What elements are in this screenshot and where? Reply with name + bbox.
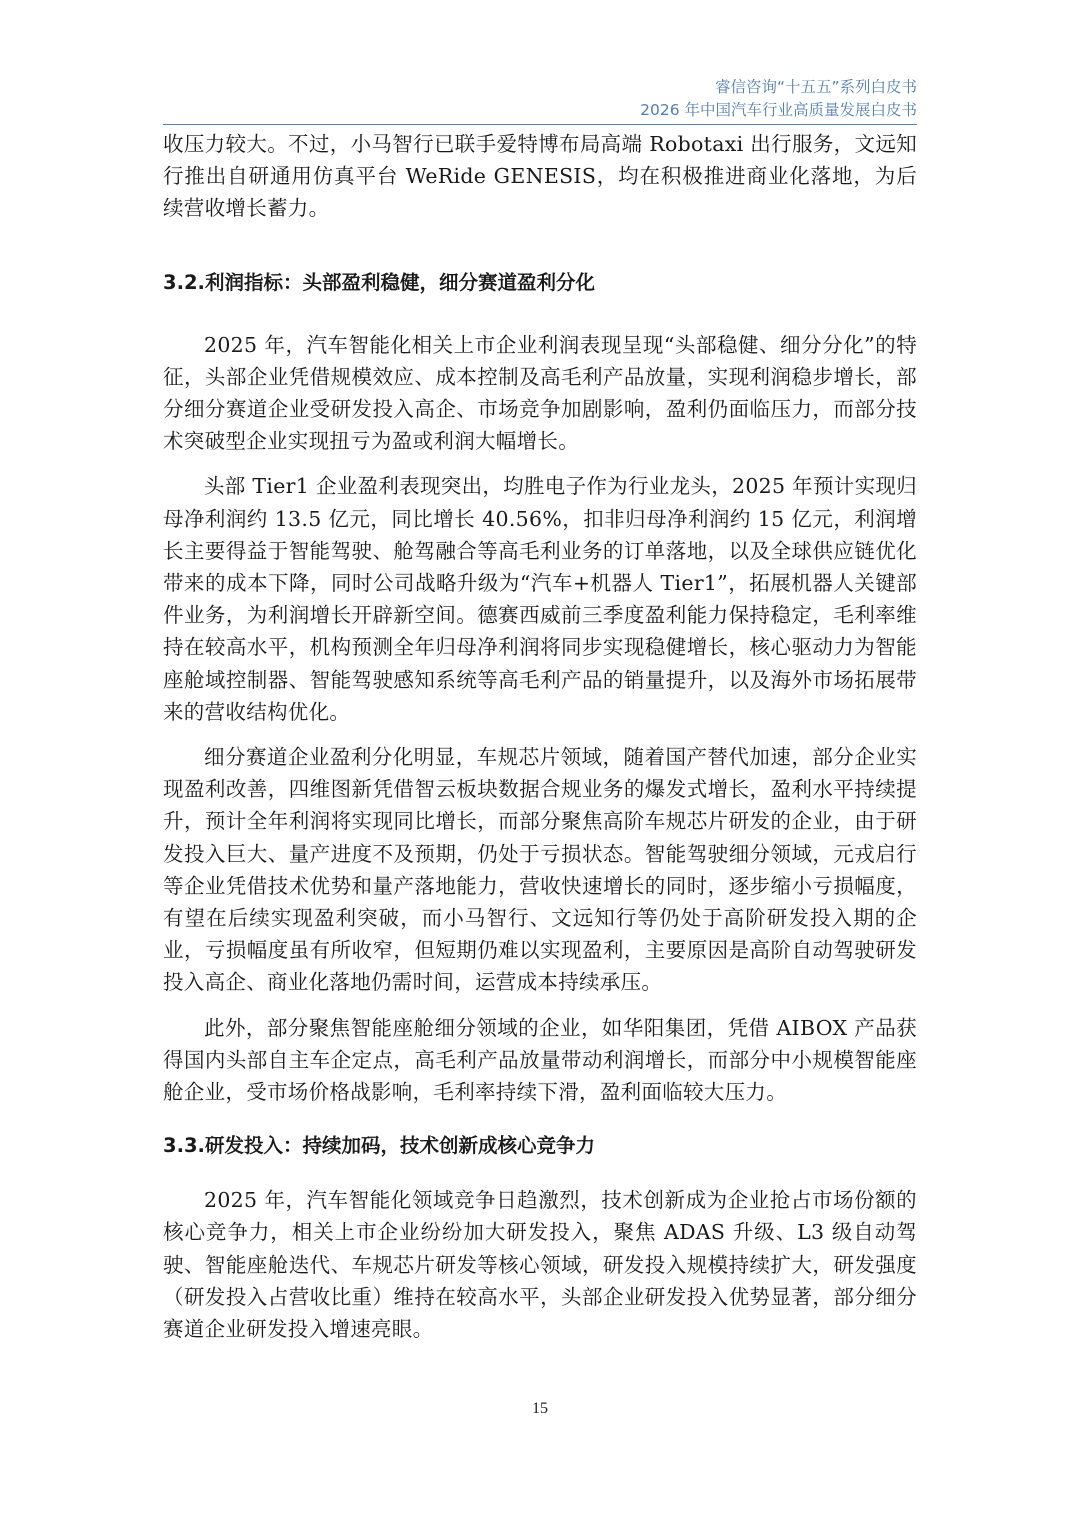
page-number: 15 bbox=[532, 1400, 548, 1417]
series-title: 睿信咨询“十五五”系列白皮书 bbox=[714, 78, 917, 96]
body-paragraph: 2025 年，汽车智能化领域竞争日趋激烈，技术创新成为企业抢占市场份额的核心竞争力，相关上市企业纷纷加大研发投入，聚焦 ADAS 升级、L3 级自动驾驶、智能座舱迭代、车规芯片研发等核心领域，研发投入规模持续扩大，研发强度（研发投入占营收比重）维持在较高水平，头部企业研发投入优势显著，部分细分赛道企业研发投入增速亮眼。 bbox=[163, 1188, 917, 1342]
body-paragraph: 此外，部分聚焦智能座舱细分领域的企业，如华阳集团，凭借 AIBOX 产品获得国内头部自主车企定点，高毛利产品放量带动利润增长，而部分中小规模智能座舱企业，受市场价格战影响，毛利率持续下滑，盈利面临较大压力。 bbox=[163, 1015, 917, 1105]
section-heading-3-3: 3.3.研发投入：持续加码，技术创新成核心竞争力 bbox=[163, 1134, 595, 1158]
running-header bbox=[640, 76, 917, 122]
header-divider bbox=[163, 124, 917, 125]
report-title: 2026 年中国汽车行业高质量发展白皮书 bbox=[640, 101, 917, 119]
body-paragraph: 头部 Tier1 企业盈利表现突出，均胜电子作为行业龙头，2025 年预计实现归母净利润约 13.5 亿元，同比增长 40.56%，扣非归母净利润约 15 亿元，利润增长主要得益于智能驾驶、舱驾融合等高毛利业务的订单落地，以及全球供应链优化带来的成本下降，同时公司战略升级为“汽车+机器人 Tier1”，拓展机器人关键部件业务，为利润增长开辟新空间。德赛西威前三季度盈利能力保持稳定，毛利率维持在较高水平，机构预测全年归母净利润将同步实现稳健增长，核心驱动力为智能座舱域控制器、智能驾驶感知系统等高毛利产品的销量提升，以及海外市场拓展带来的营收结构优化。 bbox=[163, 474, 917, 724]
page-body bbox=[163, 128, 917, 1345]
continuation-paragraph: 收压力较大。不过，小马智行已联手爱特博布局高端 Robotaxi 出行服务，文远知行推出自研通用仿真平台 WeRide GENESIS，均在积极推进商业化落地，为后续营收增长蓄力。 bbox=[163, 132, 917, 221]
body-paragraph: 2025 年，汽车智能化相关上市企业利润表现呈现“头部稳健、细分分化”的特征，头部企业凭借规模效应、成本控制及高毛利产品放量，实现利润稳步增长，部分细分赛道企业受研发投入高企、市场竞争加剧影响，盈利仍面临压力，而部分技术突破型企业实现扭亏为盈或利润大幅增长。 bbox=[163, 332, 917, 454]
body-paragraph: 细分赛道企业盈利分化明显，车规芯片领域，随着国产替代加速，部分企业实现盈利改善，四维图新凭借智云板块数据合规业务的爆发式增长，盈利水平持续提升，预计全年利润将实现同比增长，而部分聚焦高阶车规芯片研发的企业，由于研发投入巨大、量产进度不及预期，仍处于亏损状态。智能驾驶细分领域，元戎启行等企业凭借技术优势和量产落地能力，营收快速增长的同时，逐步缩小亏损幅度，有望在后续实现盈利突破，而小马智行、文远知行等仍处于高阶研发投入期的企业，亏损幅度虽有所收窄，但短期仍难以实现盈利，主要原因是高阶自动驾驶研发投入高企、商业化落地仍需时间，运营成本持续承压。 bbox=[163, 745, 917, 995]
section-heading-3-2: 3.2.利润指标：头部盈利稳健，细分赛道盈利分化 bbox=[163, 270, 595, 294]
